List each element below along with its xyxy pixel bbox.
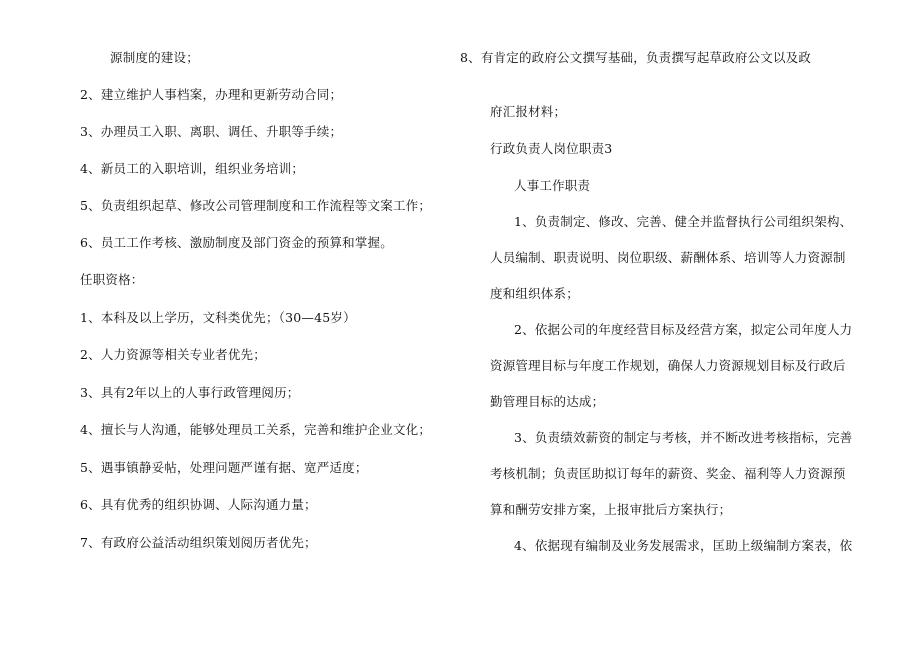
- text-line: 3、负责绩效薪资的制定与考核，并不断改进考核指标，完善: [514, 430, 853, 445]
- text-line: 勤管理目标的达成；: [490, 394, 605, 409]
- text-line: 4、依据现有编制及业务发展需求，匡助上级编制方案表，依: [514, 538, 853, 553]
- section-heading: 任职资格：: [80, 272, 144, 287]
- text-line: 7、有政府公益活动组织策划阅历者优先；: [80, 535, 317, 550]
- text-line: 8、有肯定的政府公文撰写基础，负责撰写起草政府公文以及政: [460, 50, 812, 65]
- text-line: 度和组织体系；: [490, 286, 579, 301]
- text-line: 2、依据公司的年度经营目标及经营方案，拟定公司年度人力: [514, 322, 853, 337]
- text-line: 3、办理员工入职、离职、调任、升职等手续；: [80, 124, 343, 139]
- text-line: 府汇报材料；: [490, 104, 567, 119]
- text-line: 2、人力资源等相关专业者优先；: [80, 347, 266, 362]
- text-line: 6、员工工作考核、激励制度及部门资金的预算和掌握。: [80, 235, 393, 250]
- text-line: 算和酬劳安排方案，上报审批后方案执行；: [490, 502, 732, 517]
- right-text-column: [460, 0, 920, 651]
- text-line: 3、具有2年以上的人事行政管理阅历；: [80, 385, 300, 400]
- text-line: 考核机制；负责匡助拟订每年的薪资、奖金、福利等人力资源预: [490, 466, 846, 481]
- text-line: 5、负责组织起草、修改公司管理制度和工作流程等文案工作；: [80, 198, 432, 213]
- text-line: 人员编制、职责说明、岗位职级、薪酬体系、培训等人力资源制: [490, 250, 846, 265]
- text-line: 2、建立维护人事档案，办理和更新劳动合同；: [80, 87, 343, 102]
- text-line: 4、擅长与人沟通，能够处理员工关系，完善和维护企业文化；: [80, 422, 432, 437]
- text-line: 资源管理目标与年度工作规划，确保人力资源规划目标及行政后: [490, 358, 846, 373]
- text-line: 6、具有优秀的组织协调、人际沟通力量；: [80, 497, 317, 512]
- text-line: 1、本科及以上学历，文科类优先；（30—45岁）: [80, 310, 356, 325]
- text-line: 源制度的建设；: [110, 50, 199, 65]
- subsection-heading: 人事工作职责: [514, 178, 591, 193]
- text-line: 4、新员工的入职培训，组织业务培训；: [80, 161, 305, 176]
- text-line: 1、负责制定、修改、完善、健全并监督执行公司组织架构、: [514, 214, 853, 229]
- section-heading: 行政负责人岗位职责3: [490, 141, 613, 156]
- text-line: 5、遇事镇静妥帖，处理问题严谨有据、宽严适度；: [80, 460, 368, 475]
